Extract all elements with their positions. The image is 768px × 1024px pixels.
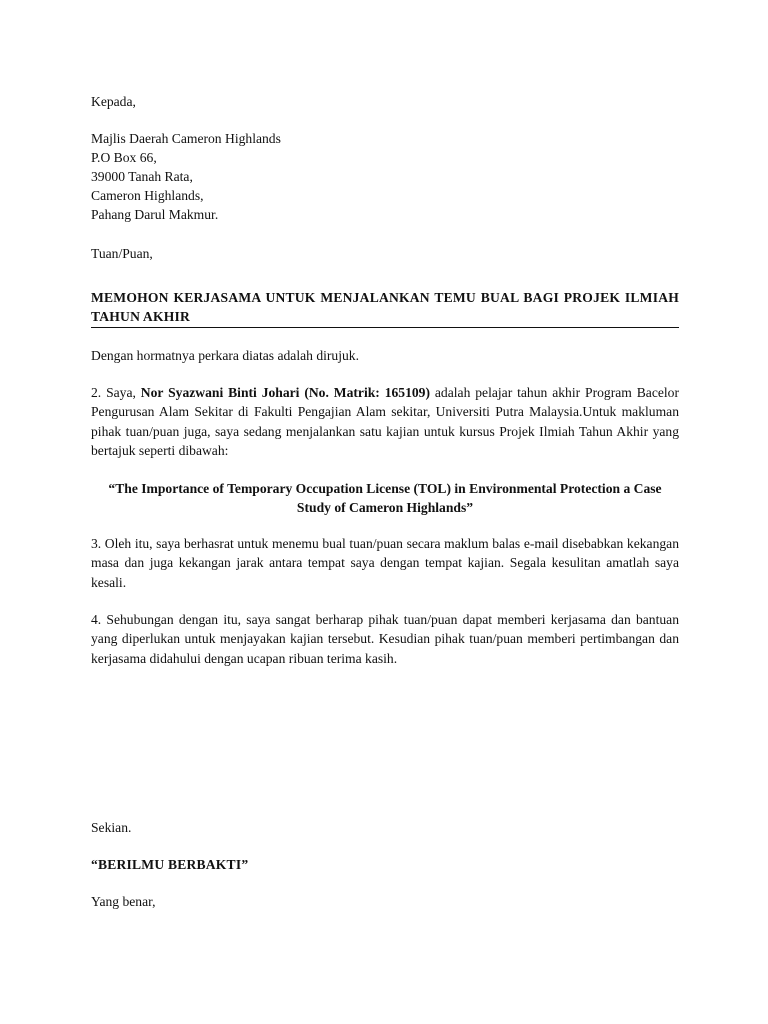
project-title: “The Importance of Temporary Occupation License (TOL) in Environmental Protection a Case Study of Cameron Highlands” [108, 481, 662, 516]
paragraph-4: 4. Sehubungan dengan itu, saya sangat berharap pihak tuan/puan dapat memberi kerjasama dan bantuan yang diperlukan untuk menjayakan kajian tersebut. Kesudian pihak tuan/puan memberi pertimbangan dan kerjasama didahului dengan ucapan ribuan terima kasih. [91, 612, 679, 666]
letter-subject: MEMOHON KERJASAMA UNTUK MENJALANKAN TEMU BUAL BAGI PROJEK ILMIAH TAHUN AKHIR [91, 290, 679, 325]
paragraph-2-prefix: 2. Saya, [91, 385, 141, 400]
closing: Sekian. [91, 820, 132, 835]
recipient-line-3: 39000 Tanah Rata, [91, 169, 193, 184]
recipient-line-1: Majlis Daerah Cameron Highlands [91, 131, 281, 146]
recipient-line-2: P.O Box 66, [91, 150, 157, 165]
paragraph-2 [91, 383, 679, 460]
subject-underline [91, 327, 679, 328]
signoff: Yang benar, [91, 894, 156, 909]
paragraph-3: 3. Oleh itu, saya berhasrat untuk menemu bual tuan/puan secara maklum balas e-mail disebabkan kekangan masa dan juga kekangan jarak antara tempat saya dengan tempat kajian. Segala kesulitan amatlah saya kesali. [91, 536, 679, 590]
motto: “BERILMU BERBAKTI” [91, 857, 249, 872]
salutation-to: Kepada, [91, 94, 136, 109]
greeting: Tuan/Puan, [91, 246, 153, 261]
paragraph-1: Dengan hormatnya perkara diatas adalah dirujuk. [91, 348, 359, 363]
student-name: Nor Syazwani Binti Johari (No. Matrik: 165109) [140, 385, 431, 400]
recipient-line-4: Cameron Highlands, [91, 188, 204, 203]
recipient-line-5: Pahang Darul Makmur. [91, 207, 219, 222]
paragraph-2-body: adalah pelajar tahun akhir Program Bacelor Pengurusan Alam Sekitar di Fakulti Pengajian Alam sekitar, Universiti Putra Malaysia.Untuk makluman pihak tuan/puan juga, saya sedang menjalankan satu kajian untuk kursus Projek Ilmiah Tahun Akhir yang bertajuk seperti dibawah: [91, 385, 679, 458]
